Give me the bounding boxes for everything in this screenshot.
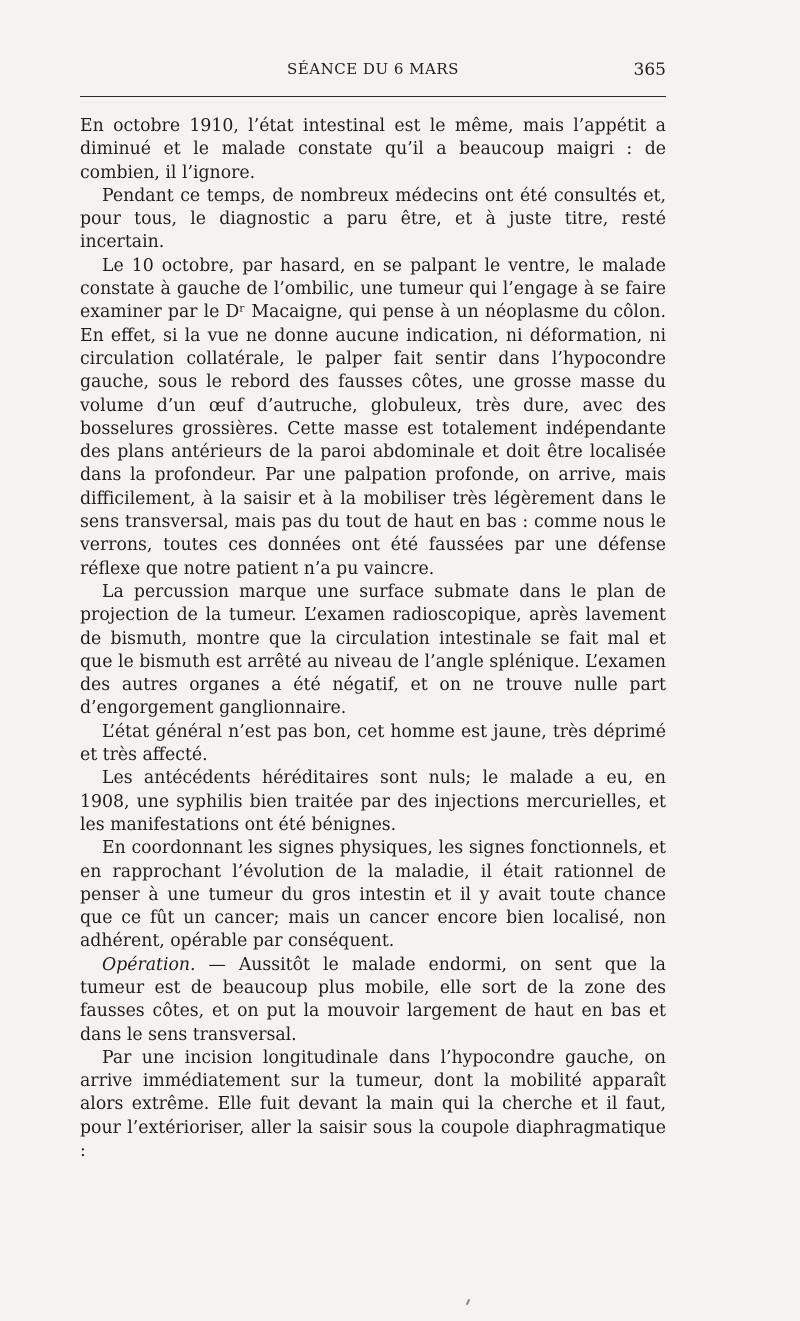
- paragraph-8-text: — Aussitôt le malade endormi, on sent que la tumeur est de beaucoup plus mobile, elle sort de la zone des fausses côtes, et on put la mouvoir largement de haut en bas et dans le sens transversal.: [80, 954, 666, 1045]
- paragraph-5: L’état général n’est pas bon, cet homme est jaune, très déprimé et très affecté.: [80, 721, 666, 766]
- body-text: [80, 115, 666, 1163]
- running-header: [80, 60, 666, 84]
- paragraph-2: Pendant ce temps, de nombreux médecins ont été consultés et, pour tous, le diagnostic a paru être, et à juste titre, resté incertain.: [80, 185, 666, 253]
- paragraph-3: Le 10 octobre, par hasard, en se palpant le ventre, le malade constate à gauche de l’ombilic, une tumeur qui l’engage à se faire examiner par le Dʳ Macaigne, qui pense à un néoplasme du côlon. En effet, si la vue ne donne aucune indication, ni déformation, ni circulation collatérale, le palper fait sentir dans l’hypocondre gauche, sous le rebord des fausses côtes, une grosse masse du volume d’un œuf d’autruche, globuleux, très dure, avec des bosselures grossières. Cette masse est totalement indépendante des plans antérieurs de la paroi abdominale et doit être localisée dans la profondeur. Par une palpation profonde, on arrive, mais difficilement, à la saisir et à la mobiliser très légèrement dans le sens transversal, mais pas du tout de haut en bas : comme nous le verrons, toutes ces données ont été faussées par une défense réflexe que notre patient n’a pu vaincre.: [80, 255, 666, 579]
- print-speck: [466, 1299, 470, 1305]
- paragraph-4: La percussion marque une surface submate dans le plan de projection de la tumeur. L’examen radioscopique, après lavement de bismuth, montre que la circulation intestinale se fait mal et que le bismuth est arrêté au niveau de l’angle splénique. L’examen des autres organes a été négatif, et on ne trouve nulle part d’engorgement ganglionnaire.: [80, 581, 666, 719]
- paragraph-9: Par une incision longitudinale dans l’hypocondre gauche, on arrive immédiatement sur la tumeur, dont la mobilité apparaît alors extrême. Elle fuit devant la main qui la cherche et il faut, pour l’extérioriser, aller la saisir sous la coupole diaphragmatique :: [80, 1047, 666, 1162]
- running-title: SÉANCE DU 6 MARS: [287, 60, 459, 78]
- operation-label: Opération.: [102, 954, 196, 975]
- paragraph-8: [80, 954, 666, 1047]
- paragraph-1: En octobre 1910, l’état intestinal est le même, mais l’appétit a diminué et le malade constate qu’il a beaucoup maigri : de combien, il l’ignore.: [80, 116, 666, 183]
- header-rule: [80, 96, 666, 97]
- page-number: 365: [633, 60, 666, 80]
- paragraph-6: Les antécédents héréditaires sont nuls; le malade a eu, en 1908, une syphilis bien traitée par des injections mercurielles, et les manifestations ont été bénignes.: [80, 768, 666, 835]
- paragraph-7: En coordonnant les signes physiques, les signes fonctionnels, et en rapprochant l’évolution de la maladie, il était rationnel de penser à une tumeur du gros intestin et il y avait toute chance que ce fût un cancer; mais un cancer encore bien localisé, non adhérent, opérable par conséquent.: [80, 838, 666, 952]
